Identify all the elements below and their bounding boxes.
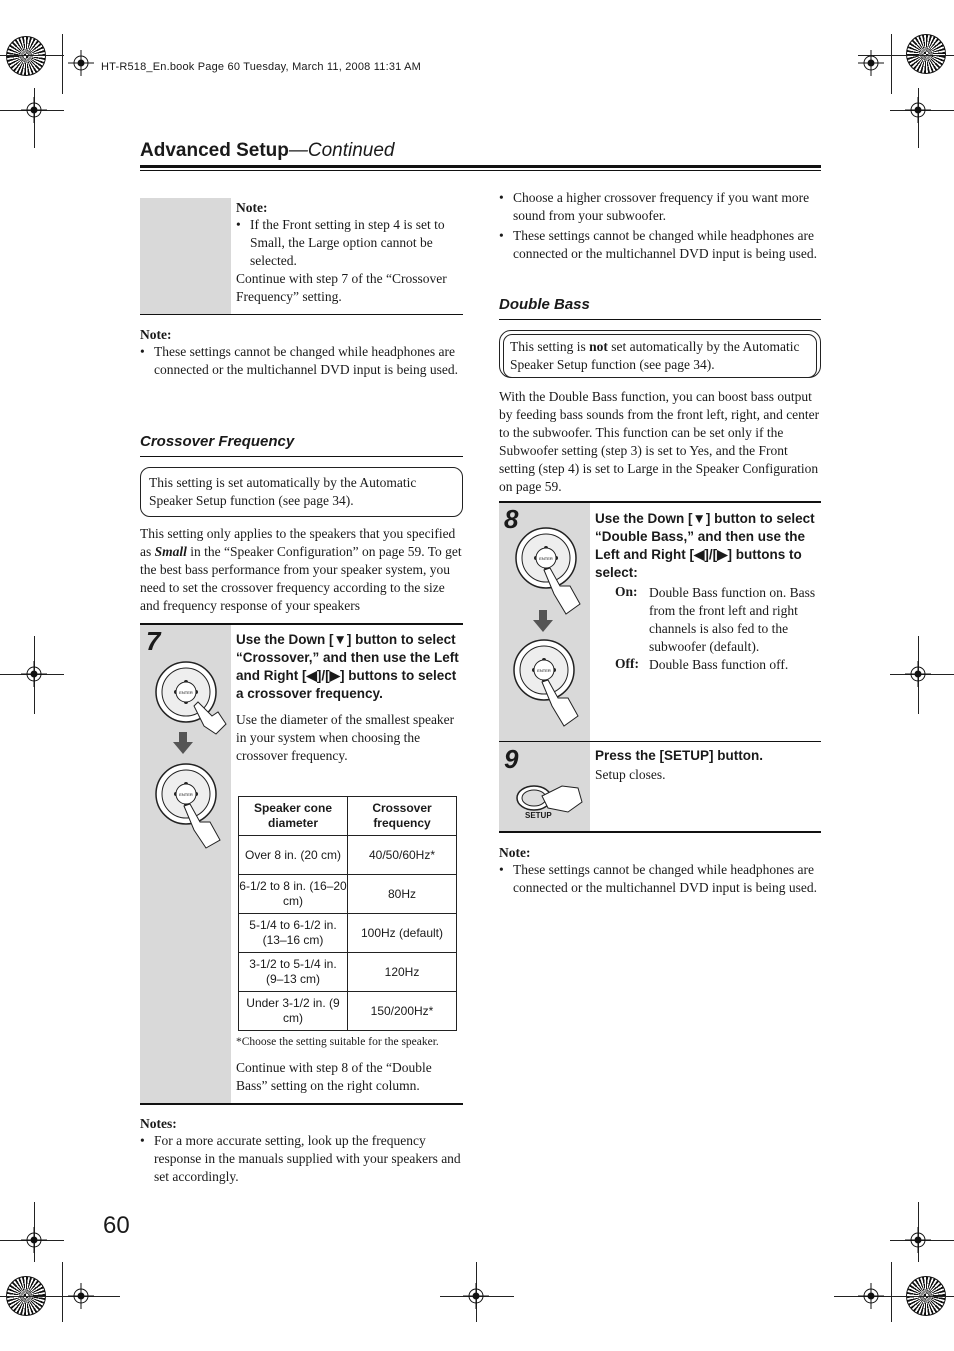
page-number: 60 <box>103 1212 130 1239</box>
crossover-small-word: Small <box>154 544 187 559</box>
top-note-gray-column <box>140 198 231 314</box>
registration-mark-bottom-right-2 <box>858 1283 884 1309</box>
top-note <box>236 200 461 306</box>
registration-sun-top-left <box>6 36 46 76</box>
crossover-table <box>238 796 457 1031</box>
step7-head: Use the Down [▼] button to select “Crossover,” and then use the Left and Right [◀]/[▶] buttons to select a crossover frequency. <box>236 632 459 701</box>
step8-off-label: Off: <box>615 656 639 671</box>
title-rule-thin <box>140 170 821 171</box>
top-note-continue: Continue with step 7 of the “Crossover Frequency” setting. <box>236 271 447 304</box>
left-notes <box>140 1116 463 1186</box>
right-note <box>499 845 821 897</box>
left-notes-head: Notes: <box>140 1116 177 1131</box>
step7-text: Use the diameter of the smallest speaker in your system when choosing the crossover frequency. <box>236 712 455 763</box>
step8-on-text: Double Bass function on. Bass from the front left and right channels is also fed to the subwoofer (default). <box>649 585 816 654</box>
registration-mark-bottom-center <box>463 1283 489 1309</box>
left-notes-bullet: • For a more accurate setting, look up the frequency response in the manuals supplied with your speakers and set accordingly. <box>140 1132 463 1186</box>
not-word: not <box>589 339 608 354</box>
registration-mark-middle-right <box>905 661 931 687</box>
double-bass-title: Double Bass <box>499 296 590 313</box>
table-row: Under 3-1/2 in. (9 cm) 150/200Hz* <box>239 992 457 1031</box>
enter-label-4: ENTER <box>537 668 551 673</box>
table-header-cone: Speaker cone diameter <box>239 797 348 836</box>
step7-content <box>236 631 462 765</box>
top-note-bullet: • If the Front setting in step 4 is set to Small, the Large option cannot be selected. <box>236 216 461 270</box>
step8-head: Use the Down [▼] button to select “Double Bass,” and then use the Left and Right [◀]/[▶] buttons to select: <box>595 511 815 580</box>
table-row: 6-1/2 to 8 in. (16–20 cm) 80Hz <box>239 875 457 914</box>
enter-label: ENTER <box>179 690 193 695</box>
table-row: 3-1/2 to 5-1/4 in. (9–13 cm) 120Hz <box>239 953 457 992</box>
step9-text: Setup closes. <box>595 767 666 782</box>
step7-continue: Continue with step 8 of the “Double Bass” setting on the right column. <box>236 1060 432 1093</box>
right-bullet-2: • These settings cannot be changed while headphones are connected or the multichannel DVD input is being used. <box>499 227 821 263</box>
page-title <box>140 140 395 162</box>
top-note-head: Note: <box>236 200 268 215</box>
enter-label-2: ENTER <box>179 792 193 797</box>
title-rule <box>140 165 821 168</box>
step7-number: 7 <box>146 626 161 656</box>
registration-mark-bottom-left-2 <box>68 1283 94 1309</box>
step9-head: Press the [SETUP] button. <box>595 748 764 763</box>
step9-number: 9 <box>504 744 519 774</box>
registration-mark-bottom-left-1 <box>21 1227 47 1253</box>
top-note-bottom-rule <box>140 314 463 315</box>
setup-button-label: SETUP <box>525 811 552 820</box>
crossover-auto-box: This setting is set automatically by the Automatic Speaker Setup function (see page 34). <box>140 467 463 517</box>
remote-arrow-pad-illustration-3 <box>508 526 588 618</box>
left-note-head: Note: <box>140 327 172 342</box>
double-bass-manual-box: This setting is not set automatically by the Automatic Speaker Setup function (see page 34). <box>499 330 821 378</box>
page-title-continued: —Continued <box>288 140 395 161</box>
crossover-title: Crossover Frequency <box>140 433 295 450</box>
remote-arrow-pad-illustration-2 <box>150 760 230 850</box>
down-arrow-icon-2 <box>533 610 553 632</box>
left-note <box>140 327 463 379</box>
step7-bottom-rule <box>140 1103 463 1105</box>
right-note-head: Note: <box>499 845 531 860</box>
registration-mark-bottom-right-1 <box>905 1227 931 1253</box>
registration-mark-top-right-2 <box>905 97 931 123</box>
registration-mark-top-left-2 <box>21 97 47 123</box>
crossover-paragraph: This setting only applies to the speakers that you specified as Small in the “Speaker Configuration” on page 59. To get the best bass performance from your speaker system, you need to set the crossover frequency according to the size and frequency response of your speakers <box>140 526 462 613</box>
page-title-bold: Advanced Setup <box>140 140 289 161</box>
step8-number: 8 <box>504 504 519 534</box>
down-arrow-icon <box>173 732 193 754</box>
crossover-title-rule <box>140 456 463 457</box>
enter-label-3: ENTER <box>539 556 553 561</box>
right-bullets <box>499 189 821 263</box>
double-bass-paragraph: With the Double Bass function, you can boost bass output by feeding bass sounds from the front left, right, and center to the subwoofer. This function can be set only if the Subwoofer setting (step 3) is set to Yes, and the Front setting (step 4) is set to Large in the Speaker Configuration on page 59. <box>499 389 820 494</box>
table-footnote: *Choose the setting suitable for the speaker. <box>236 1036 439 1048</box>
print-file-line: HT-R518_En.book Page 60 Tuesday, March 11, 2008 11:31 AM <box>101 61 422 73</box>
double-bass-title-rule <box>499 319 821 320</box>
table-row: Over 8 in. (20 cm) 40/50/60Hz* <box>239 836 457 875</box>
registration-mark-top-left-1 <box>68 50 94 76</box>
registration-sun-top-right <box>906 34 946 74</box>
step8-on-label: On: <box>615 584 638 599</box>
registration-mark-middle-left <box>21 661 47 687</box>
right-note-bullet: • These settings cannot be changed while headphones are connected or the multichannel DVD input is being used. <box>499 861 821 897</box>
step9-bottom-rule <box>499 831 821 833</box>
registration-mark-top-right-1 <box>858 50 884 76</box>
table-header-frequency: Crossover frequency <box>348 797 457 836</box>
left-note-bullet: • These settings cannot be changed while headphones are connected or the multichannel DVD input is being used. <box>140 343 463 379</box>
table-row: 5-1/4 to 6-1/2 in. (13–16 cm) 100Hz (default) <box>239 914 457 953</box>
right-bullet-1: • Choose a higher crossover frequency if you want more sound from your subwoofer. <box>499 189 821 225</box>
remote-arrow-pad-illustration-4 <box>508 638 588 730</box>
remote-arrow-pad-illustration <box>150 656 230 736</box>
step8-off-text: Double Bass function off. <box>649 657 789 672</box>
